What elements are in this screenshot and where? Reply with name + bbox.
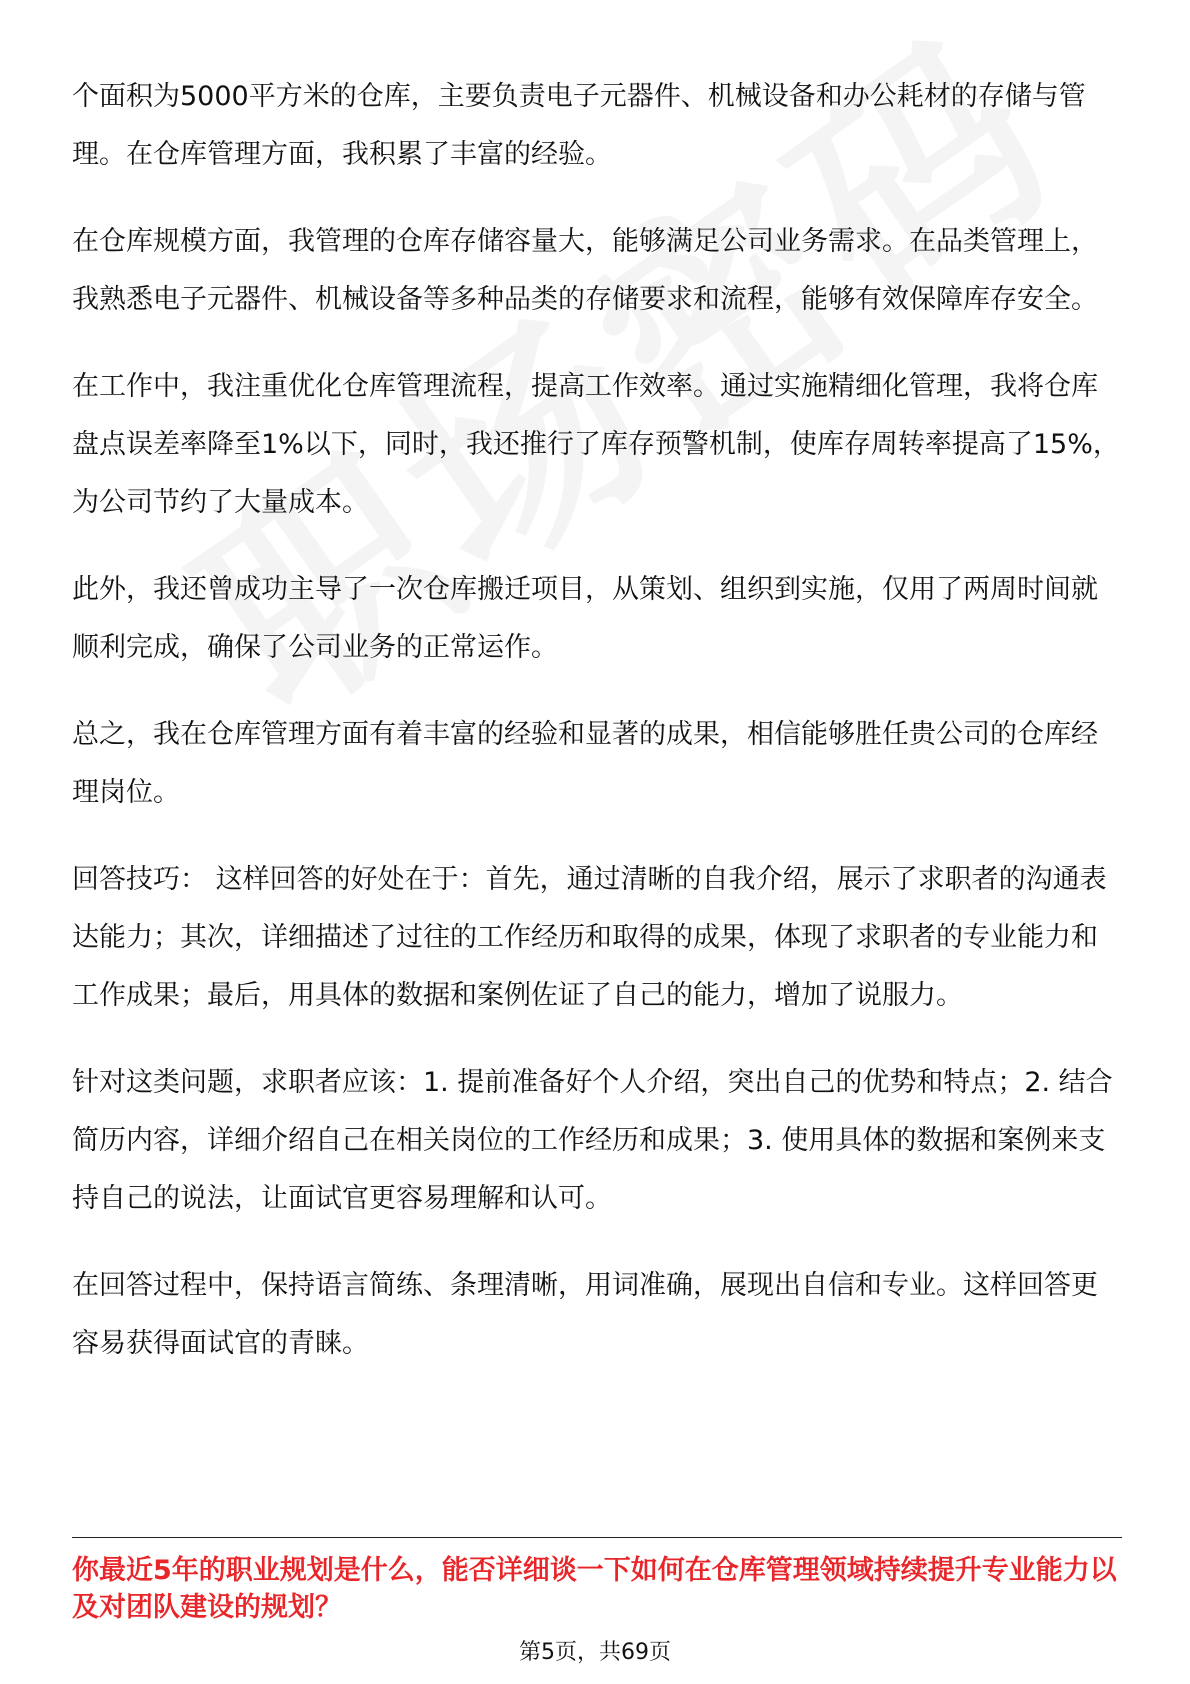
page-number: 第5页，共69页 (519, 1640, 671, 1665)
paragraph: 针对这类问题，求职者应该：1. 提前准备好个人介绍，突出自己的优势和特点；2. 结合简历内容，详细介绍自己在相关岗位的工作经历和成果；3. 使用具体的数据和案例来支持自己的说法，让面试官更容易理解和认可。 (72, 1067, 1113, 1214)
next-question-heading: 你最近5年的职业规划是什么，能否详细谈一下如何在仓库管理领域持续提升专业能力以及对团队建设的规划？ (72, 1555, 1117, 1623)
paragraph: 在工作中，我注重优化仓库管理流程，提高工作效率。通过实施精细化管理，我将仓库盘点误差率降至1%以下，同时，我还推行了库存预警机制，使库存周转率提高了15%，为公司节约了大量成本。 (72, 371, 1120, 518)
paragraph: 在仓库规模方面，我管理的仓库存储容量大，能够满足公司业务需求。在品类管理上，我熟悉电子元器件、机械设备等多种品类的存储要求和流程，能够有效保障库存安全。 (72, 226, 1098, 315)
answer-tips-paragraph: 回答技巧： 这样回答的好处在于：首先，通过清晰的自我介绍，展示了求职者的沟通表达能力；其次，详细描述了过往的工作经历和取得的成果，体现了求职者的专业能力和工作成果；最后，用具体的数据和案例佐证了自己的能力，增加了说服力。 (72, 864, 1107, 1011)
paragraph: 在回答过程中，保持语言简练、条理清晰，用词准确，展现出自信和专业。这样回答更容易获得面试官的青睐。 (72, 1270, 1098, 1359)
section-divider (72, 1537, 1122, 1538)
paragraph: 总之，我在仓库管理方面有着丰富的经验和显著的成果，相信能够胜任贵公司的仓库经理岗位。 (72, 719, 1098, 808)
paragraph: 此外，我还曾成功主导了一次仓库搬迁项目，从策划、组织到实施，仅用了两周时间就顺利完成，确保了公司业务的正常运作。 (72, 574, 1098, 663)
document-body (72, 68, 1122, 1402)
paragraph: 个面积为5000平方米的仓库，主要负责电子元器件、机械设备和办公耗材的存储与管理。在仓库管理方面，我积累了丰富的经验。 (72, 81, 1086, 170)
